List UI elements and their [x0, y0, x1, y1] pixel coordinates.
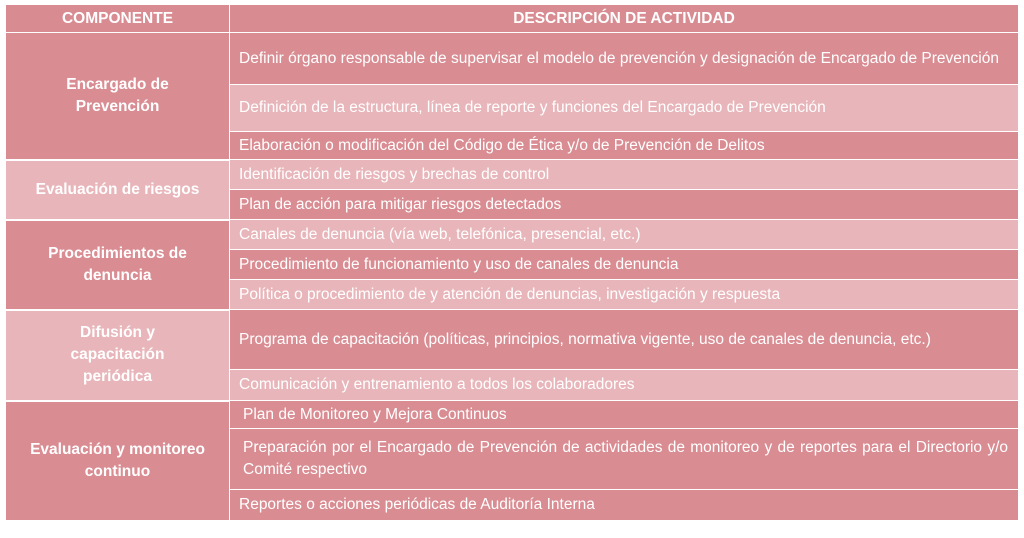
activity-cell: Definir órgano responsable de supervisar el modelo de prevención y designación de Encargado de Prevención — [230, 33, 1019, 85]
component-cell: Procedimientos de denuncia — [6, 220, 230, 310]
table-row — [6, 33, 1019, 85]
table-row — [6, 310, 1019, 370]
activity-cell: Plan de acción para mitigar riesgos detectados — [230, 190, 1019, 220]
header-description: DESCRIPCIÓN DE ACTIVIDAD — [230, 5, 1019, 33]
activity-cell: Elaboración o modificación del Código de Ética y/o de Prevención de Delitos — [230, 132, 1019, 160]
activity-cell: Definición de la estructura, línea de reporte y funciones del Encargado de Prevención — [230, 85, 1019, 132]
activity-cell: Programa de capacitación (políticas, principios, normativa vigente, uso de canales de denuncia, etc.) — [230, 310, 1019, 370]
activity-cell: Canales de denuncia (vía web, telefónica, presencial, etc.) — [230, 220, 1019, 250]
activity-cell: Política o procedimiento de y atención de denuncias, investigación y respuesta — [230, 280, 1019, 310]
activity-cell: Reportes o acciones periódicas de Auditoría Interna — [230, 490, 1019, 521]
table-row — [6, 401, 1019, 429]
activity-cell: Procedimiento de funcionamiento y uso de canales de denuncia — [230, 250, 1019, 280]
component-cell: Evaluación y monitoreo continuo — [6, 401, 230, 521]
header-component: COMPONENTE — [6, 5, 230, 33]
header-row — [6, 5, 1019, 33]
activity-cell: Plan de Monitoreo y Mejora Continuos — [230, 401, 1019, 429]
component-cell: Difusión y capacitación periódica — [6, 310, 230, 401]
component-cell: Encargado de Prevención — [6, 33, 230, 160]
table-row — [6, 160, 1019, 190]
activity-cell: Identificación de riesgos y brechas de control — [230, 160, 1019, 190]
activity-cell: Preparación por el Encargado de Prevención de actividades de monitoreo y de reportes para el Directorio y/o Comité respectivo — [230, 429, 1019, 490]
component-cell: Evaluación de riesgos — [6, 160, 230, 220]
activity-cell: Comunicación y entrenamiento a todos los colaboradores — [230, 370, 1019, 401]
table-row — [6, 220, 1019, 250]
activities-table — [5, 4, 1019, 522]
